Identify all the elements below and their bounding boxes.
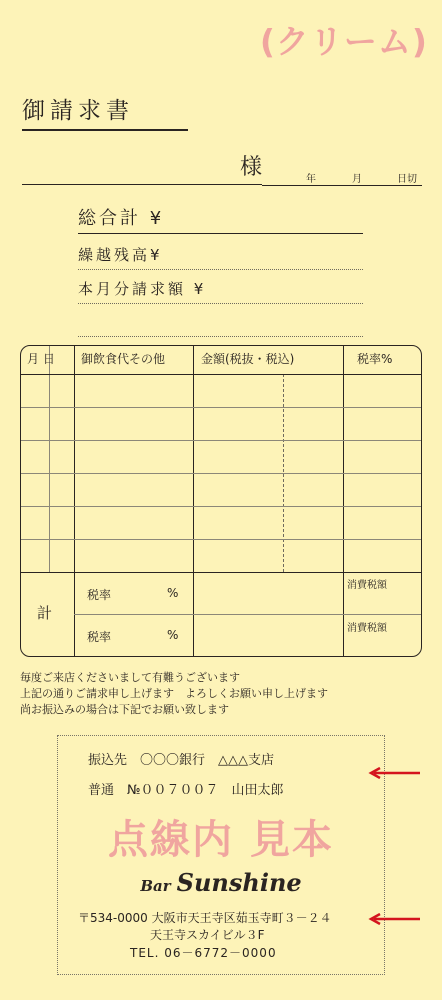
transfer-account: 普通 №００７００７ 山田太郎: [88, 783, 284, 798]
phone-number: TEL. 06－6772－0000: [130, 946, 277, 960]
document-title: 御請求書: [22, 92, 188, 131]
item-column-divider: [193, 346, 194, 656]
notes: [20, 670, 430, 718]
date-column-divider: [74, 346, 75, 656]
row-divider: [21, 473, 421, 474]
row-divider: [21, 440, 421, 441]
totals-row-divider: [74, 614, 421, 615]
consumption-tax-label-2: 消費税額: [347, 623, 387, 634]
left-arrow-icon: [368, 913, 420, 925]
note-line: 上記の通りご請求申し上げます よろしくお願い申し上げます: [20, 687, 328, 700]
left-arrow-icon: [368, 767, 420, 779]
totals-divider: [21, 572, 421, 573]
items-table: [20, 345, 422, 657]
header-date: 月 日: [27, 352, 55, 366]
note-line: 尚お振込みの場合は下記でお願い致します: [20, 703, 229, 716]
address-line-2: 天王寺スカイビル３F: [150, 928, 265, 942]
header-divider: [21, 374, 421, 375]
row-divider: [21, 539, 421, 540]
this-month-field[interactable]: 本月分請求額 ¥: [78, 278, 363, 304]
logo-prefix: Bar: [140, 877, 171, 895]
carryover-field[interactable]: 繰越残高¥: [78, 244, 363, 270]
blank-summary-field[interactable]: [78, 316, 363, 337]
bank-info-box: [57, 735, 385, 975]
row-divider: [21, 407, 421, 408]
recipient-line[interactable]: [22, 150, 262, 185]
date-line[interactable]: [262, 168, 422, 186]
tax-rate-label-2: 税率: [87, 630, 112, 644]
percent-1: %: [167, 586, 179, 600]
sample-watermark: 点線内 見本: [108, 817, 334, 863]
bar-logo: [58, 868, 384, 897]
header-item: 御飲食代その他: [81, 352, 166, 366]
logo-name: Sunshine: [176, 868, 302, 897]
transfer-bank: 振込先 〇〇〇銀行 △△△支店: [88, 753, 274, 768]
recipient-suffix: 様: [239, 155, 262, 180]
percent-2: %: [167, 628, 179, 642]
tax-column-divider: [343, 346, 344, 656]
row-divider: [21, 506, 421, 507]
date-cutoff: 日切: [397, 174, 417, 185]
tax-rate-label-1: 税率: [87, 588, 112, 602]
address-line-1: 〒534-0000 大阪市天王寺区茹玉寺町３－２４: [78, 911, 332, 925]
header-amount: 金額(税抜・税込): [201, 352, 295, 366]
date-year: 年: [306, 174, 316, 185]
total-field[interactable]: 総合計 ¥: [78, 204, 363, 234]
date-month: 月: [352, 174, 362, 185]
totals-label: 計: [37, 604, 53, 622]
variant-label: (クリーム): [259, 22, 428, 61]
note-line: 毎度ご来店くださいまして有難うございます: [20, 671, 240, 684]
consumption-tax-label-1: 消費税額: [347, 580, 387, 591]
header-tax-rate: 税率%: [357, 352, 393, 366]
